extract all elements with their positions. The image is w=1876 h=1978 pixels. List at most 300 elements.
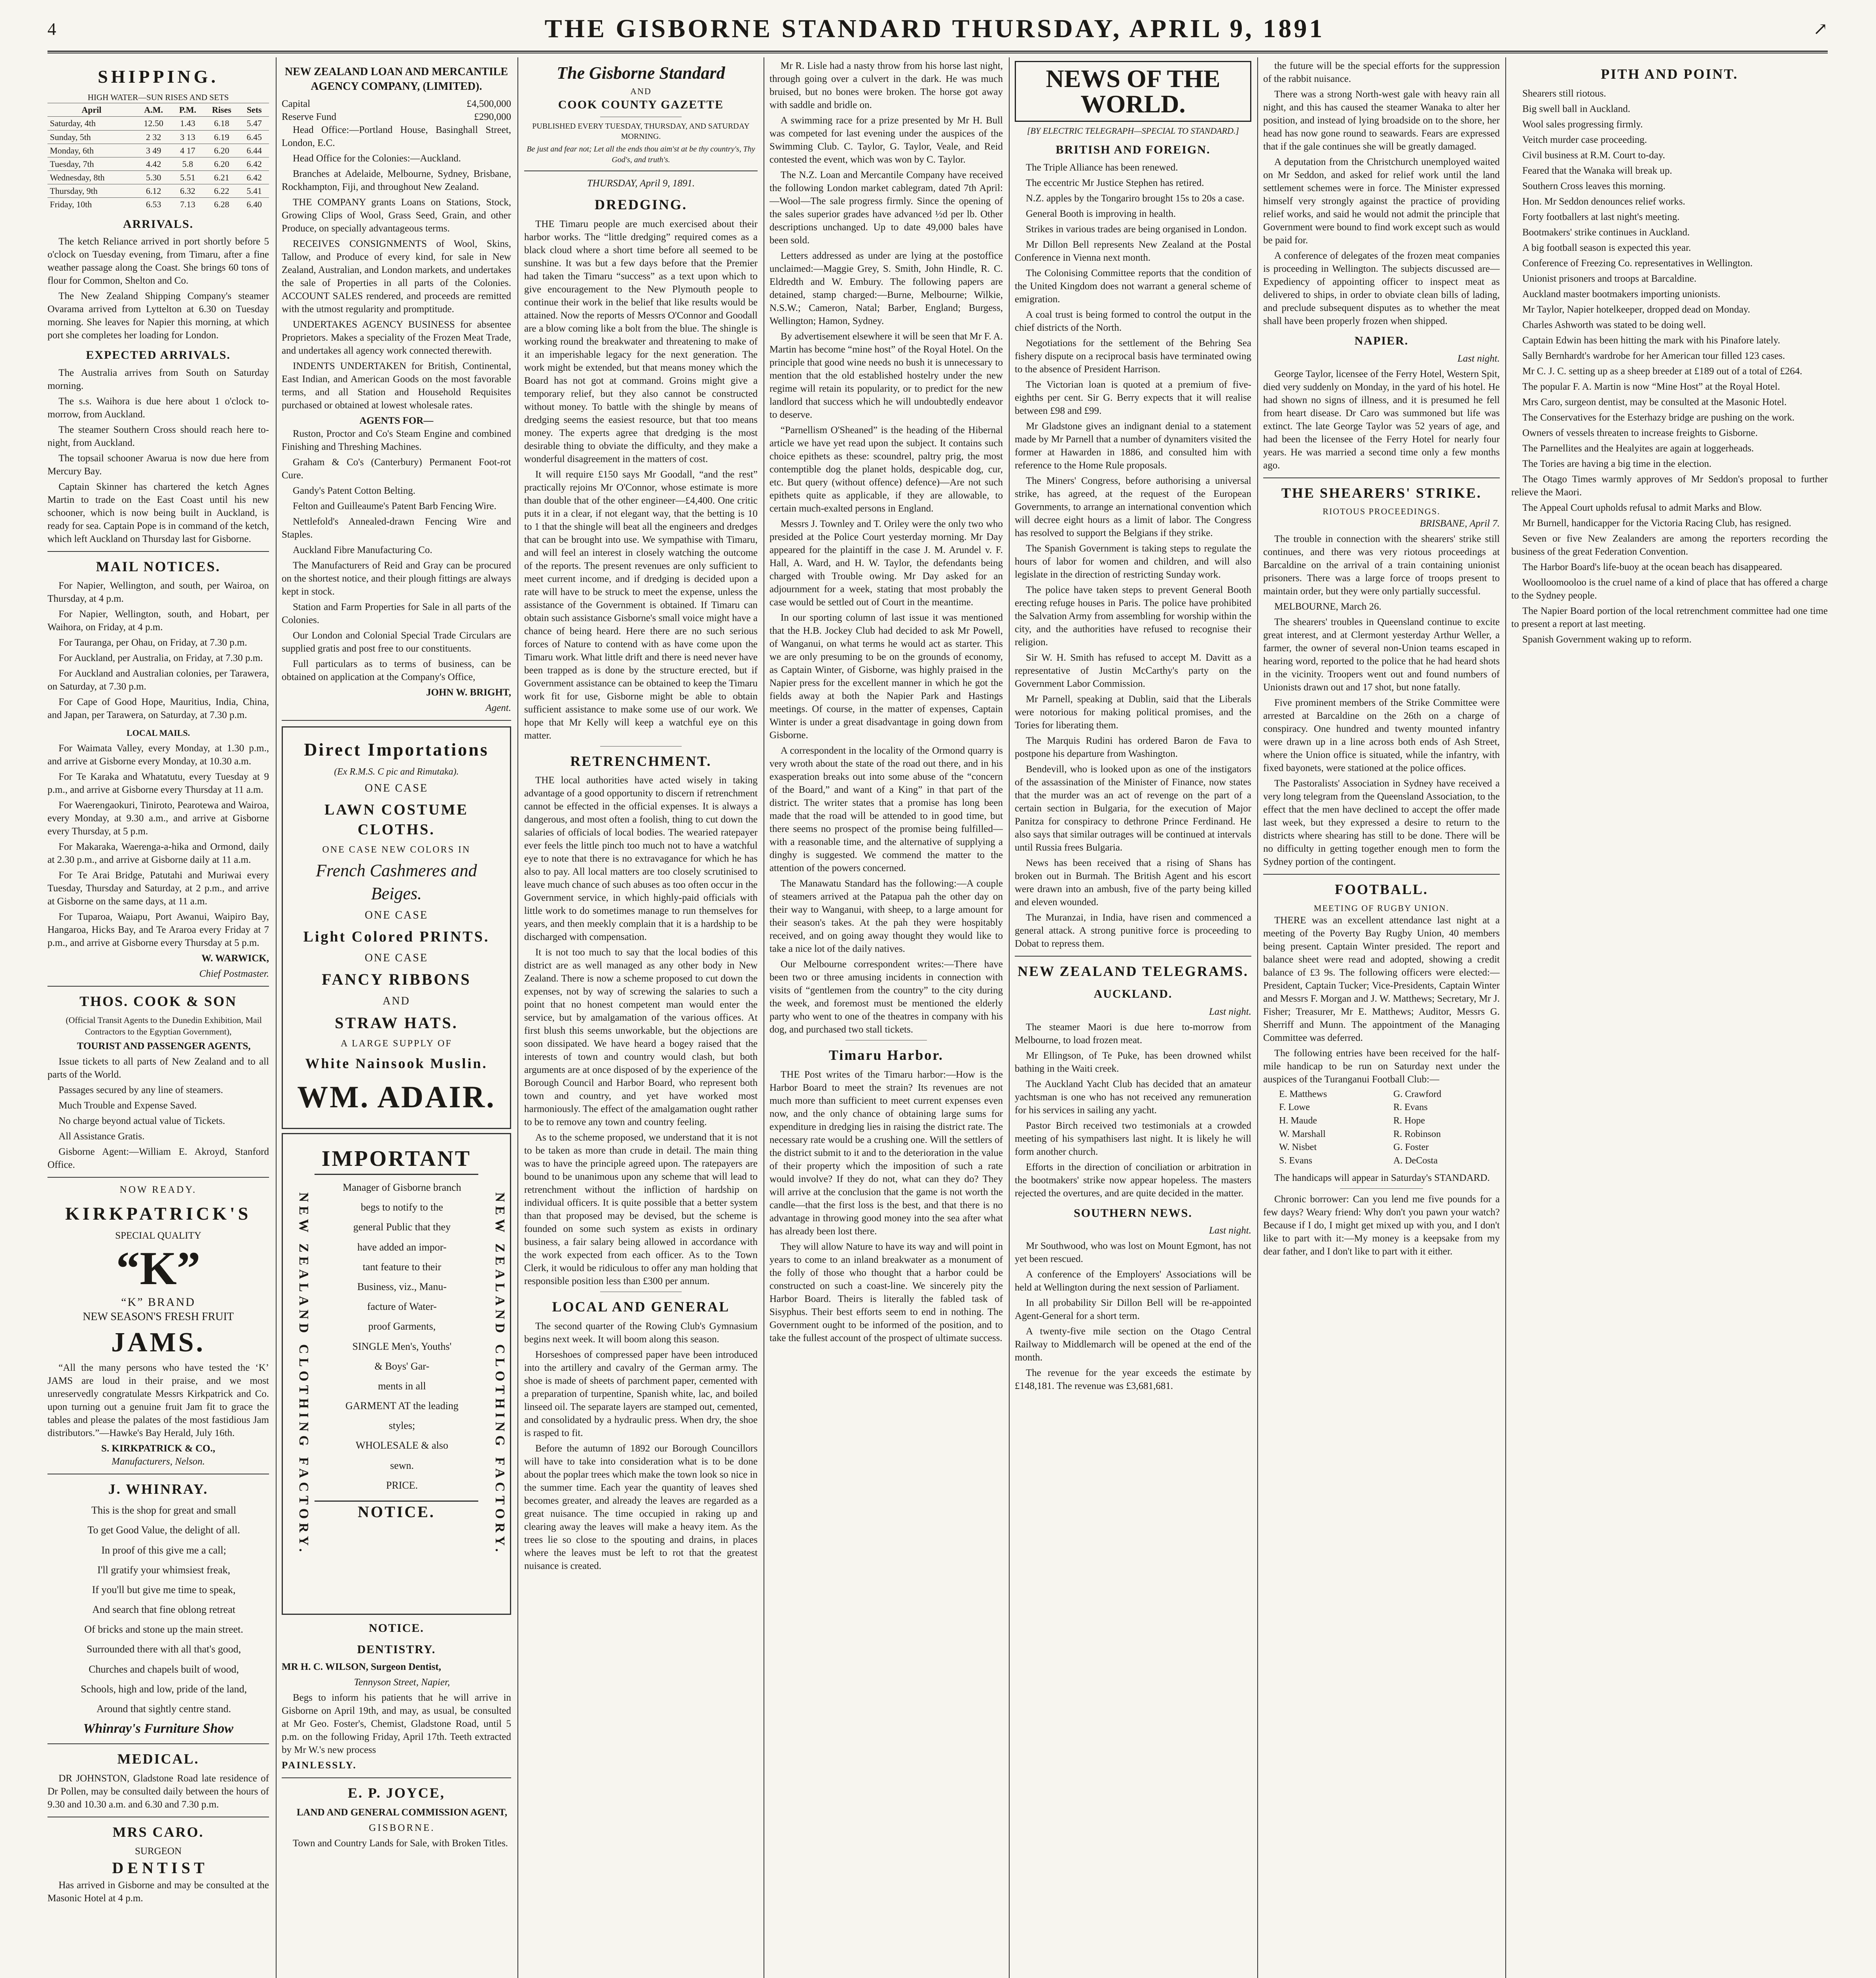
southern-items (1015, 1239, 1251, 1393)
one-case: ONE CASE (364, 909, 428, 922)
paragraph: The Napier Board portion of the local retrenchment committee had one time to present a report at last meeting. (1511, 605, 1828, 629)
expected-arrivals-list (47, 366, 269, 546)
adair-advert (282, 726, 511, 1129)
paragraph: & Boys' Gar- (374, 1360, 430, 1372)
tide-cell: 3 49 (136, 144, 172, 157)
paragraph: general Public that they (353, 1221, 451, 1233)
paragraph: Bootmakers' strike continues in Auckland. (1522, 227, 1690, 238)
important-side-right: NEW ZEALAND CLOTHING FACTORY. (493, 1192, 507, 1556)
paragraph: For Waimata Valley, every Monday, at 1.30 p.m., and arrive at Gisborne every Monday, at 10.30 a.m. (47, 743, 269, 767)
paragraph: There was a strong North-west gale with heavy rain all night, and this has caused the steamer Wanaka to alter her position, and instead of lying broadside on to the shore, her head has now gone round to seawards. Fears are expressed that if the gale continues she will be greatly damaged. (1263, 89, 1500, 152)
paragraph: Civil business at R.M. Court to-day. (1522, 150, 1665, 161)
light-prints: Light Colored PRINTS. (303, 928, 490, 945)
tide-column-header: Sets (239, 103, 269, 117)
paragraph: Mr Taylor, Napier hotelkeeper, dropped dead on Monday. (1522, 304, 1750, 315)
paragraph: Mr Southwood, who was lost on Mount Egmont, has not yet been rescued. (1015, 1241, 1251, 1265)
tide-cell: 6.19 (204, 130, 239, 144)
tide-cell: 6.53 (136, 197, 172, 211)
paragraph: Manager of Gisborne branch (343, 1182, 461, 1194)
column-4 (769, 59, 1003, 1978)
paragraph: Hon. Mr Seddon denounces relief works. (1522, 196, 1685, 207)
paragraph: The Victorian loan is quoted at a premium of five-eighths per cent. Sir G. Berry expects that it will realise between £98 and £99. (1015, 379, 1251, 416)
paragraph: Bendevill, who is looked upon as one of the instigators of the assassination of the Minister of Finance, now states that the murder was an act of revenge on the part of a certain section in Bulgaria, for the execution of Major Panitza for conspiracy to dethrone Prince Ferdinand. He also says that similar outrages will be continued at intervals until Russia frees Bulgaria. (1015, 764, 1251, 853)
paragraph: The steamer Maori is due here to-morrow from Melbourne, to load frozen meat. (1015, 1021, 1251, 1046)
dredging-article (524, 218, 758, 742)
paragraph: Gandy's Patent Cotton Belting. (293, 485, 416, 496)
tide-column-header: April (47, 103, 136, 117)
paragraph: The Tories are having a big time in the election. (1522, 458, 1712, 469)
paragraph: SINGLE Men's, Youths' (352, 1340, 452, 1352)
paragraph: In our sporting column of last issue it was mentioned that the H.B. Jockey Club had decided to ask Mr Powell, of Wanganui, on what terms he would act as starter. This we are only presuming to be on the grounds of economy, as Captain Winter, of Gisborne, was highly praised in the Napier press for the excellent manner in which he got the fields away at both the Napier Park and Hastings meetings. Of course, in the matter of expenses, Captain Winter is under a great disadvantage in going down from Gisborne. (769, 612, 1003, 741)
large-supply: A LARGE SUPPLY OF (341, 1038, 452, 1049)
one-case: ONE CASE (364, 951, 428, 964)
nzloan-sign-title: Agent. (485, 702, 511, 713)
paragraph: The trouble in connection with the shearers' strike still continues, and there was very riotous proceedings at Barcaldine on the arrival of a train containing unionist prisoners. There was a large force of troops present to maintain order, but they were only partially successful. (1263, 534, 1500, 597)
paragraph: The New Zealand Shipping Company's steamer Ovarama arrived from Lyttelton at 6.30 on Tuesday morning. She leaves for Napier this morning, at which port she completes her loading for London. (47, 291, 269, 341)
strike-time: BRISBANE, April 7. (1419, 518, 1500, 529)
paragraph: Our Melbourne correspondent writes:—There have been two or three amusing incidents in connection with visits of “gentlemen from the country” to the city during the week, and foremost must be mentioned the elderly party who went to one of the theatres in company with his dog, and purchased two stall tickets. (769, 959, 1003, 1035)
paragraph: In all probability Sir Dillon Bell will be re-appointed Agent-General for a short term. (1015, 1298, 1251, 1322)
paragraph: Negotiations for the settlement of the Behring Sea fishery dispute on a reciprocal basis have terminated owing to the absence of President Harrison. (1015, 337, 1251, 375)
paragraph: The revenue for the year exceeds the estimate by £148,181. The revenue was £3,681,681. (1015, 1368, 1251, 1392)
tide-cell: 4.42 (136, 157, 172, 171)
column-rule (1257, 57, 1258, 1978)
paragraph: I'll gratify your whimsiest freak, (97, 1564, 231, 1576)
tide-cell: 6.28 (204, 197, 239, 211)
tide-table-header (47, 103, 269, 117)
paragraph: It is not too much to say that the local bodies of this district are as well managed as any other body in New Zealand. There is now a scheme proposed to cut down the expenses, not by way of screwing the salaries to such a point that no honest competent man would enter the service, but by amalgamation of the various offices. At first blush this seems unworkable, but the objections are soon dissipated. We have heard a bogey raised that the interests of town and country would clash, but both arguments are at once disposed of by the experience of the Borough Council and Harbor Board, who represent both town and country, and yet have worked most harmoniously. The effect of the amalgamation ought rather to be to remove any town and country feeling. (524, 947, 758, 1128)
paragraph: Mr R. Lisle had a nasty throw from his horse last night, through going over a culvert in the dark. He was much bruised, but no bones were broken. The horse got away with saddle and bridle on. (769, 61, 1003, 110)
paragraph: For Waerengaokuri, Tiniroto, Pearotewa and Wairoa, every Monday, at 9.30 a.m., and arrive at Gisborne every Thursday, at 5 p.m. (47, 800, 269, 837)
tide-cell: Monday, 6th (47, 144, 136, 157)
paragraph: The Australia arrives from South on Saturday morning. (47, 367, 269, 391)
tide-table (47, 103, 269, 210)
local-general-continued (769, 59, 1003, 1036)
paragraph: “Parnellism O'Sheaned” is the heading of the Hibernal article we have yet read upon the subject. It contains such choice epithets as these: scoundrel, paltry prig, the most contemptible dog the planet holds, despicable dog, cur, etc. But query (without offence) defence)—Are not such epithets quite as applicable, if they are allowable, to certain much-exalted persons in England. (769, 425, 1003, 514)
tide-row (47, 144, 269, 157)
paragraph: G. Crawford (1393, 1089, 1442, 1099)
dentistry-notice: NOTICE. (369, 1622, 424, 1635)
paragraph: proof Garments, (368, 1321, 436, 1332)
column-6 (1263, 59, 1500, 1978)
paragraph: Passages secured by any line of steamers. (59, 1085, 223, 1095)
local-mail-list (47, 742, 269, 949)
nzloan-paras (282, 196, 511, 412)
cook-heading: THOS. COOK & SON (79, 993, 237, 1010)
white-muslin: White Nainsook Muslin. (305, 1055, 488, 1071)
paragraph: sewn. (390, 1459, 414, 1471)
retrenchment-article (524, 774, 758, 1288)
tide-cell: 5.8 (172, 157, 204, 171)
tide-cell: Wednesday, 8th (47, 171, 136, 184)
paragraph: Gisborne Agent:—William E. Akroyd, Stanford Office. (47, 1146, 269, 1170)
dentist-text: Begs to inform his patients that he will arrive in Gisborne on April 19th, and may, as usual, be consulted at Mr Geo. Foster's, Chemist, Gladstone Road, until 5 p.m. on the following Friday, April 17th. Teeth extracted by Mr W.'s new process (282, 1692, 511, 1756)
paragraph: The s.s. Waihora is due here about 1 o'clock to-morrow, from Auckland. (47, 396, 269, 420)
published-line: PUBLISHED EVERY TUESDAY, THURSDAY, AND SATURDAY MORNING. (532, 121, 750, 141)
caro-text: Has arrived in Gisborne and may be consulted at the Masonic Hotel at 4 p.m. (47, 1879, 269, 1904)
news-of-the-world-title: NEWS OF THE WORLD. (1015, 61, 1251, 122)
paragraph: Issue tickets to all parts of New Zealand and to all parts of the World. (47, 1056, 269, 1080)
paragraph: Spanish Government waking up to reform. (1522, 634, 1692, 645)
southern-news-heading: SOUTHERN NEWS. (1074, 1206, 1192, 1220)
pith-point-heading: PITH AND POINT. (1601, 66, 1738, 82)
paragraph: RECEIVES CONSIGNMENTS of Wool, Skins, Tallow, and Produce of every kind, for sale in New Zealand, Australian, and London markets, and undertakes the sale of Properties in all parts of the Colonies. ACCOUNT SALES rendered, and proceeds are remitted with the utmost regularity and promptitude. (282, 238, 511, 315)
team-note: The handicaps will appear in Saturday's STANDARD. (1274, 1172, 1490, 1183)
paragraph: UNDERTAKES AGENCY BUSINESS for absentee Proprietors. Makes a speciality of the Frozen Meat Trade, and undertakes all agency work connected therewith. (282, 319, 511, 356)
nzloan-signature: JOHN W. BRIGHT, (426, 687, 511, 698)
paragraph: W. Marshall (1279, 1129, 1326, 1139)
paragraph: For Tuparoa, Waiapu, Port Awanui, Waipiro Bay, Hangaroa, Hicks Bay, and Te Araroa every Friday at 7 p.m., and arrive at Gisborne every Thursday at 5 p.m. (47, 911, 269, 949)
dredging-heading: DREDGING. (594, 197, 688, 213)
tide-row (47, 130, 269, 144)
paragraph: Full particulars as to terms of business, can be obtained on application at the Company's Office, (282, 658, 511, 682)
paragraph: G. Foster (1393, 1142, 1429, 1153)
important-heading: IMPORTANT (315, 1144, 478, 1175)
paragraph: The N.Z. Loan and Mercantile Company have received the following London market cablegram, dated 7th April:—Wool—The sale progress firmly. Since the opening of the sales superior grades have advanced ½d per lb. Other descriptions unchanged. Up to date 49,000 bales have been sold. (769, 170, 1003, 246)
paragraph: Seven or five New Zealanders are among the reporters recording the business of the great Federation Convention. (1511, 533, 1828, 557)
arrivals-list (47, 235, 269, 342)
paragraph: THE Timaru people are much exercised about their harbor works. The “little dredging” required comes as a black cloud where a short time before all seemed to be sunshine. It was but a few days before that the Premier had taken the Timaru “success” as a text upon which to give encouragement to the New Plymouth people to continue their work in the belief that like results would be attained. Now the reports of Messrs O'Connor and Goodall are a blow coming like a bolt from the blue. The shingle is working round the breakwater and threatening to make of it an imperishable legacy for the next generation. The work might be extended, but that means money which the Board has not got at command. Groins might give a temporary relief, but they also cannot be constructed without money. To battle with the shingle by means of dredging seems the easiest resource, but that too means money. The experts agree that dredging is the most desirable thing to obviate the difficulty, and they make a wonderful disagreement in the matters of cost. (524, 218, 758, 464)
paragraph: Auckland Fibre Manufacturing Co. (293, 544, 432, 555)
paragraph: THE Post writes of the Timaru harbor:—How is the Harbor Board to meet the strain? Its revenues are not much more than sufficient to meet current expenses even now, and the only chance of obtaining large sums for expenditure in dredging lies in raising the district rate. The necessary rate would be a crushing one. Will the settlers of the district submit to it and to the deterioration in the value of their property which the imposition of such a rate would involve? If they do not, what can they do? They will arrive at the conclusion that the game is not worth the candle—that the first loss is the best, and that there is no advantage in throwing good money into the sea after what has already been lost there. (769, 1069, 1003, 1237)
capital-value: £4,500,000 (466, 98, 511, 109)
strike-heading: THE SHEARERS' STRIKE. (1281, 485, 1482, 501)
capital-label: Capital (282, 98, 311, 109)
straw-hats: STRAW HATS. (335, 1014, 458, 1032)
football-items (1263, 914, 1500, 1086)
nz-telegrams-heading: NEW ZEALAND TELEGRAMS. (1018, 963, 1249, 979)
retrenchment-heading: RETRENCHMENT. (570, 753, 712, 769)
paragraph: Pastor Birch received two testimonials at a crowded meeting of his sympathisers last night. It is likely he will form another church. (1015, 1120, 1251, 1157)
paragraph: The Manawatu Standard has the following:—A couple of steamers arrived at the Patapua pah the other day on their way to Wanganui, with sheep, to a large amount for their season's takes. At the pah they were hospitably received, and on going away thought they would like to take a nice lot of the daily natives. (769, 878, 1003, 954)
kirkpatrick-heading: KIRKPATRICK'S (65, 1203, 252, 1224)
running-title: THE GISBORNE STANDARD THURSDAY, APRIL 9, 1891 (544, 14, 1325, 43)
paragraph: R. Hope (1393, 1116, 1425, 1126)
british-foreign-heading: BRITISH AND FOREIGN. (1055, 143, 1211, 157)
tide-cell: 6.20 (204, 144, 239, 157)
paragraph: Mrs Caro, surgeon dentist, may be consulted at the Masonic Hotel. (1522, 396, 1787, 407)
local-general-heading: LOCAL AND GENERAL (552, 1299, 730, 1315)
tide-cell: 6.12 (136, 184, 172, 197)
shipping-heading: SHIPPING. (98, 66, 219, 87)
direct-importations: Direct Importations (304, 739, 489, 760)
caro-dentist: D E N T I S T (112, 1859, 205, 1877)
paragraph: Letters addressed as under are lying at the postoffice unclaimed:—Maggie Grey, S. Smith, John Hindle, R. C. Eldredth and W. Embury. The following papers are detained, stamp charged:—Burne, Melbourne; Wilkie, N.S.W.; Cameron, Natal; Barber, England; Burgess, Wellington; Hamon, Sydney. (769, 250, 1003, 326)
paragraph: A twenty-five mile section on the Otago Central Railway to Middlemarch will be opened at the end of the month. (1015, 1326, 1251, 1363)
joyce-sub: LAND AND GENERAL COMMISSION AGENT, (296, 1807, 508, 1818)
tide-cell: 6.44 (239, 144, 269, 157)
paragraph: Surrounded there with all that's good, (86, 1643, 241, 1655)
paragraph: For Te Karaka and Whatatutu, every Tuesday at 9 p.m., and arrive at Gisborne every Thursday at 11 a.m. (47, 771, 269, 796)
column-3 (524, 59, 758, 1978)
paragraph: For Tauranga, per Ohau, on Friday, at 7.30 p.m. (59, 637, 247, 648)
important-notice: NOTICE. (315, 1501, 478, 1523)
paragraph: The Auckland Yacht Club has decided that an amateur yachtsman is one who has not received any remuneration for his services in sailing any yacht. (1015, 1078, 1251, 1116)
tide-cell: 5.30 (136, 171, 172, 184)
paragraph: THERE was an excellent attendance last night at a meeting of the Poverty Bay Rugby Union, 40 members being present. Captain Winter presided. The report and balance sheet were read and adopted, showing a credit balance of £3 9s. The following officers were elected:—President, Captain Tucker; Vice-Presidents, Captain Winter and Messrs F. Morgan and J. W. Matthews; Secretary, Mr J. Fisher; Treasurer, Mr E. Matthews; Auditor, Messrs G. Sherriff and Munn. The appointment of the Managing Committee was deferred. (1263, 915, 1500, 1043)
paragraph: Unionist prisoners and troops at Barcaldine. (1522, 273, 1697, 284)
paragraph: Sally Bernhardt's wardrobe for her American tour filled 123 cases. (1522, 350, 1785, 361)
cook-lines (47, 1055, 269, 1171)
paragraph: Around that sightly centre stand. (96, 1703, 231, 1715)
paragraph: As to the scheme proposed, we understand that it is not to be taken as more than crude in detail. The main thing was to have the principle agreed upon. The ratepayers are bound to be unanimous upon any scheme that will lead to retrenchment without the infliction of hardship on individual officers. It is quite possible that a better system than that proposed may be devised, but the scheme is founded on some such system as exists in ordinary business, a fair salary being allowed in accordance with the work expected from each officer. As to the Town Clerk, it would be ridiculous to offer any man holding that responsible position less than £300 per annum. (524, 1132, 758, 1287)
paper-nameplate: The Gisborne Standard (557, 63, 725, 83)
paragraph: The ketch Reliance arrived in port shortly before 5 o'clock on Tuesday evening, from Timaru, after a fine weather passage along the Coast. She brings 60 tons of flour for Common, Shelton and Co. (47, 236, 269, 286)
paragraph: The Conservatives for the Esterhazy bridge are pushing on the work. (1522, 412, 1795, 423)
column-rule (276, 57, 277, 1978)
kirk-special: SPECIAL QUALITY (115, 1230, 201, 1241)
local-general-article (524, 1320, 758, 1573)
important-lines (315, 1179, 478, 1494)
column-rule (517, 57, 518, 1978)
paragraph: The Colonising Committee reports that the condition of the United Kingdom does not warrant a general scheme of emigration. (1015, 267, 1251, 305)
paragraph: Forty footballers at last night's meeting. (1522, 211, 1680, 222)
colonies-office: Head Office for the Colonies:—Auckland. (293, 153, 461, 164)
paragraph: E. Matthews (1279, 1089, 1327, 1099)
column-2 (282, 59, 511, 1978)
tide-cell: 6.32 (172, 184, 204, 197)
tide-cell: Friday, 10th (47, 197, 136, 211)
paragraph: Charles Ashworth was stated to be doing well. (1522, 319, 1706, 330)
timaru-heading: Timaru Harbor. (828, 1047, 944, 1063)
paragraph: George Taylor, licensee of the Ferry Hotel, Western Spit, died very suddenly on Monday, in the yard of his hotel. He had shown no signs of illness, and it is presumed he fell from heart disease. Dr Caro was summoned but life was extinct. The late George Taylor was 52 years of age, and had been the licensee of the Ferry Hotel for nearly four years. He was married a second time only a few months ago. (1263, 368, 1500, 471)
strike-items (1263, 532, 1500, 868)
kirk-brand: “K” BRAND (121, 1295, 195, 1309)
paragraph: The Marquis Rudini has ordered Baron de Fava to postpone his departure from Washington. (1015, 735, 1251, 759)
postmaster-signature: W. WARWICK, (201, 953, 269, 964)
page-corner-mark: ↗ (1813, 19, 1828, 39)
importation-ships: (Ex R.M.S. C pic and Rimutaka). (334, 766, 459, 777)
paragraph: R. Evans (1393, 1102, 1428, 1113)
paragraph: For Makaraka, Waerenga-a-hika and Ormond, daily at 2.30 p.m., and arrive at Gisborne daily at 11 a.m. (47, 841, 269, 866)
paragraph: PRICE. (386, 1479, 418, 1491)
reserve-row (282, 110, 511, 123)
paragraph: All Assistance Gratis. (59, 1131, 145, 1142)
important-side-left: NEW ZEALAND CLOTHING FACTORY. (296, 1192, 311, 1556)
medical-text: DR JOHNSTON, Gladstone Road late residence of Dr Pollen, may be consulted daily between the hours of 9.30 and 10.30 a.m. and 6.30 and 7.30 p.m. (47, 1773, 269, 1810)
tide-column-header: P.M. (172, 103, 204, 117)
paragraph: facture of Water- (367, 1301, 437, 1313)
napier-items (1263, 368, 1500, 472)
tide-row (47, 171, 269, 184)
cook-sub: (Official Transit Agents to the Dunedin Exhibition, Mail Contractors to the Egyptian Government), (66, 1015, 262, 1036)
tide-row (47, 117, 269, 130)
kirk-season: NEW SEASON'S FRESH FRUIT (83, 1311, 234, 1323)
tide-cell: 3 13 (172, 130, 204, 144)
kirk-place: Manufacturers, Nelson. (112, 1456, 205, 1467)
paragraph: The popular F. A. Martin is now “Mine Host” at the Royal Hotel. (1522, 381, 1780, 392)
paragraph: tant feature to their (362, 1261, 442, 1273)
paragraph: Mr Ellingson, of Te Puke, has been drowned whilst bathing in the Waiti creek. (1015, 1050, 1251, 1074)
paragraph: The Muranzai, in India, have risen and commenced a general attack. A strong punitive force is proceeding to Dobat to repress them. (1015, 912, 1251, 949)
mail-list (47, 579, 269, 722)
tide-column-header: A.M. (136, 103, 172, 117)
paragraph: No charge beyond actual value of Tickets. (59, 1116, 225, 1126)
paragraph: the future will be the special efforts for the suppression of the rabbit nuisance. (1263, 61, 1500, 84)
paragraph: THE COMPANY grants Loans on Stations, Stock, Growing Clips of Wool, Grass Seed, Grain, and other Produce, on specially advantageous terms. (282, 197, 511, 234)
postmaster-title: Chief Postmaster. (199, 968, 269, 980)
tide-table-body (47, 117, 269, 211)
paragraph: Business, viz., Manu- (357, 1281, 447, 1292)
chronic-borrower: Chronic borrower: Can you lend me five pounds for a few days? Weary friend: Why don't you pawn your watch? Because if I do, I might get mixed up with you, and I don't like to part with it:—My money is a keepsake from my dear father, and I don't like to part with it either. (1263, 1194, 1500, 1257)
running-header (47, 7, 1828, 52)
column-1 (47, 59, 269, 1978)
paragraph: Mr Burnell, handicapper for the Victoria Racing Club, has resigned. (1522, 517, 1791, 529)
tide-cell: 6.42 (239, 157, 269, 171)
tide-cell: Saturday, 4th (47, 117, 136, 130)
tide-row (47, 157, 269, 171)
paragraph: And search that fine oblong retreat (92, 1604, 235, 1616)
paragraph: Veitch murder case proceeding. (1522, 134, 1647, 145)
paragraph: Efforts in the direction of conciliation or arbitration in the bootmakers' strike now appear hopeless. The masters rejected the overtures, and are quite decided in the matter. (1015, 1161, 1251, 1199)
paragraph: Mr Dillon Bell represents New Zealand at the Postal Conference in Vienna next month. (1015, 239, 1251, 263)
paragraph: The Triple Alliance has been renewed. (1026, 162, 1178, 173)
paragraph: By advertisement elsewhere it will be seen that Mr F. A. Martin has become “mine host” of the Royal Hotel. On the principle that good wine needs no bush it is unnecessary to mention that the old established hostelry under the new regime will retain its popularity, or to predict for the new landlord that success which he will undoubtedly endeavor to deserve. (769, 331, 1003, 420)
kirk-quote: “All the many persons who have tested the ‘K’ JAMS are loud in their praise, and we most unreservedly congratulate Messrs Kirkpatrick and Co. upon turning out a genuine fruit Jam fit to grace the tables and please the palates of the most fastidious Jam distributors.”—Hawke's Bay Herald, July 16th. (47, 1362, 269, 1438)
paragraph: Graham & Co's (Canterbury) Permanent Foot-rot Cure. (282, 457, 511, 481)
joyce-text: Town and Country Lands for Sale, with Broken Titles. (293, 1838, 508, 1849)
important-advert (282, 1133, 511, 1615)
paragraph: Conference of Freezing Co. representatives in Wellington. (1522, 258, 1753, 269)
paragraph: THE local authorities have acted wisely in taking advantage of a good opportunity to discern if retrenchment cannot be effected in the official expenses. It is always a dangerous, and most often a foolish, thing to cut down the salaries of officials of local bodies. The wearied ratepayer ever feels the little pinch too much not to have a watchful eye to note that there is no extravagance for which he has also to pay. All local matters are too closely scrutinised to leave much chance of such abuses as too often occur in the Government service, in which highly-paid officials with little work to do sometimes manage to run themselves for years, and then meekly complain that it is a hardship to be discharged with compensation. (524, 775, 758, 943)
cook-tourist: TOURIST AND PASSENGER AGENTS, (77, 1041, 251, 1052)
tide-cell: 6.22 (204, 184, 239, 197)
paragraph: A coal trust is being formed to control the output in the chief districts of the North. (1015, 309, 1251, 333)
paragraph: Five prominent members of the Strike Committee were arrested at Barcaldine on the 26th on a charge of conspiracy. One hundred and twenty mounted infantry were drawn up in a line across both ends of Ash Street, where the Union office is situated, while the infantry, with fixed bayonets, were stationed at the police offices. (1263, 697, 1500, 774)
nameplate-sub: COOK COUNTY GAZETTE (558, 98, 724, 112)
branches: Branches at Adelaide, Melbourne, Sydney, Brisbane, Rockhampton, Fiji, and throughout New Zealand. (282, 168, 511, 192)
paragraph: Shearers still riotous. (1522, 88, 1606, 99)
tide-cell: 7.13 (172, 197, 204, 211)
fancy-ribbons: FANCY RIBBONS (322, 970, 471, 989)
local-mails-heading: LOCAL MAILS. (126, 728, 190, 738)
paragraph: Mr Gladstone gives an indignant denial to a statement made by Mr Parnell that a number of dynamiters visited the former at Hawarden in 1886, and consulted him with reference to the Home Rule proposals. (1015, 421, 1251, 471)
pith-point-items (1511, 87, 1828, 646)
football-sub: MEETING OF RUGBY UNION. (1313, 903, 1450, 913)
head-office: Head Office:—Portland House, Basinghall Street, London, E.C. (282, 124, 511, 148)
paragraph: Station and Farm Properties for Sale in all parts of the Colonies. (282, 601, 511, 625)
tide-cell: Thursday, 9th (47, 184, 136, 197)
paragraph: The following entries have been received for the half-mile handicap to be run on Saturday next under the auspices of the Turanganui Football Club:— (1263, 1048, 1500, 1085)
paragraph: W. Nisbet (1279, 1142, 1317, 1153)
paragraph: For Auckland and Australian colonies, per Tarawera, on Saturday, at 7.30 p.m. (47, 668, 269, 692)
paragraph: The Manufacturers of Reid and Gray can be procured on the shortest notice, and their plough fittings are always kept in stock. (282, 560, 511, 597)
agents-heading: AGENTS FOR— (359, 415, 434, 426)
column-7 (1511, 59, 1828, 1978)
paragraph: R. Robinson (1393, 1129, 1441, 1139)
column-rule (1505, 57, 1506, 1978)
paragraph: For Napier, Wellington, and south, per Wairoa, on Thursday, at 4 p.m. (47, 580, 269, 604)
one-case: ONE CASE (364, 782, 428, 795)
joyce-heading: E. P. JOYCE, (348, 1785, 445, 1801)
column-rule (1009, 57, 1010, 1978)
lawn-cloths: LAWN COSTUME CLOTHS. (324, 801, 468, 838)
timaru-article (769, 1068, 1003, 1345)
paragraph: Churches and chapels built of wood, (89, 1663, 239, 1675)
paragraph: The Spanish Government is taking steps to regulate the hours of labor for women and children, and will also legislate in the direction of restricting Sunday work. (1015, 543, 1251, 580)
paragraph: A conference of delegates of the frozen meat companies is proceeding in Wellington. The subjects discussed are—Expediency of appointing officer to inspect meat as delivered to ships, in order to obviate clean bills of lading, and preclude subsequent disputes as to whether the meat shall have been properly frozen when shipped. (1263, 250, 1500, 326)
arrivals-heading: ARRIVALS. (123, 217, 194, 231)
tide-column-header: Rises (204, 103, 239, 117)
tide-cell: Tuesday, 7th (47, 157, 136, 171)
paragraph: WHOLESALE & also (356, 1440, 448, 1451)
paragraph: For Te Arai Bridge, Patutahi and Muriwai every Tuesday, Thursday and Saturday, at 2 p.m., and arrive at Gisborne on the same days, at 11 a.m. (47, 870, 269, 907)
paragraph: They will allow Nature to have its way and will point in years to come to an inland breakwater as a monument of the folly of those who thought that a harbor could be constructed on such a coast-line. We sincerely pity the Harbor Board. Theirs is literally the fabled task of Sisyphus. Their best efforts seem to end in nothing. The Government ought to be informed of the position, and to take the fullest account of the prospect of ultimate success. (769, 1241, 1003, 1343)
paragraph: For Napier, Wellington, south, and Hobart, per Waihora, on Friday, at 4 p.m. (47, 609, 269, 633)
paragraph: Horseshoes of compressed paper have been introduced into the artillery and cavalry of the German army. The shoe is made of sheets of parchment paper, cemented with a preparation of turpentine, Spanish white, lac, and boiled linseed oil. The separate layers are stamped out, cemented, and consolidated by a hydraulic press. When dry, the shoe is rasped to fit. (524, 1349, 758, 1438)
new-colors: ONE CASE NEW COLORS IN (322, 844, 471, 855)
kirk-k: “K” (116, 1241, 201, 1294)
paragraph: The Harbor Board's life-buoy at the ocean beach has disappeared. (1522, 561, 1783, 572)
column-5 (1015, 59, 1251, 1978)
paragraph: F. Lowe (1279, 1102, 1310, 1113)
tide-cell: 6.18 (204, 117, 239, 130)
paragraph: ments in all (378, 1380, 426, 1392)
paragraph: Our London and Colonial Special Trade Circulars are supplied gratis and post free to our constituents. (282, 630, 511, 654)
mail-notices-heading: MAIL NOTICES. (96, 558, 221, 574)
southern-time: Last night. (1209, 1225, 1251, 1236)
auckland-items (1015, 1021, 1251, 1200)
paragraph: begs to notify to the (361, 1201, 443, 1213)
paragraph: For Cape of Good Hope, Mauritius, India, China, and Japan, per Tarawera, on Saturday, at 7.30 p.m. (47, 697, 269, 721)
paragraph: Strikes in various trades are being organised in London. (1026, 224, 1247, 235)
paragraph: The Parnellites and the Healyites are again at loggerheads. (1522, 443, 1754, 454)
paragraph: A. DeCosta (1393, 1156, 1438, 1166)
paragraph: A conference of the Employers' Associations will be held at Wellington during the next session of Parliament. (1015, 1269, 1251, 1293)
paragraph: styles; (388, 1420, 415, 1432)
paragraph: The topsail schooner Awarua is now due here from Mercury Bay. (47, 453, 269, 477)
telegrams-continued (1263, 59, 1500, 328)
paragraph: GARMENT AT the leading (345, 1400, 459, 1412)
napier-time: Last night. (1457, 353, 1500, 364)
tide-cell: 6.20 (204, 157, 239, 171)
caro-heading: MRS CARO. (112, 1824, 204, 1840)
reserve-label: Reserve Fund (282, 111, 337, 122)
dentist-painless: PAINLESSLY. (282, 1760, 357, 1771)
tide-cell: Sunday, 5th (47, 130, 136, 144)
tide-cell: 6.21 (204, 171, 239, 184)
paragraph: General Booth is improving in health. (1026, 208, 1176, 219)
tide-heading: HIGH WATER—SUN RISES AND SETS (87, 92, 229, 102)
paragraph: Captain Edwin has been hitting the mark with his Pinafore lately. (1522, 335, 1780, 346)
tide-cell: 6.42 (239, 171, 269, 184)
paragraph: If you'll but give me time to speak, (92, 1584, 236, 1595)
dentist-address: Tennyson Street, Napier, (354, 1677, 450, 1688)
news-sub: [BY ELECTRIC TELEGRAPH—SPECIAL TO STANDARD.] (1027, 126, 1239, 136)
paragraph: It will require £150 says Mr Goodall, “and the rest” practically rejoins Mr O'Connor, whose estimate is more than double that of the other engineer—£4,400. One critic puts it in a clear, if not elegant way, that the betting is 10 to 1 that the shingle will beat all the engineers and dredges that can be brought into use. We sympathise with Timaru, and will feel an interest in closely watching the outcome of the reports. The present revenues are only sufficient to meet current income, and if dredging is decided upon a rate will have to be struck to meet the expense, unless the assistance of the Government is obtained. If Timaru can obtain such assistance Gisborne's small voice might have a chance of being heard. Here there are no such serious forces of Nature to contend with as have come upon the Timaru work. What little drift and there is need never have been trapped as is done by the structure erected, but if Government assistance can be obtained to keep the Timaru work fit for use, Gisborne might be able to obtain sufficient assistance to make some use of our work. We hope that Mr Kelly will keep a watchful eye on this matter. (524, 469, 758, 741)
tide-row (47, 184, 269, 197)
paragraph: Auckland master bootmakers importing unionists. (1522, 288, 1721, 299)
paragraph: INDENTS UNDERTAKEN for British, Continental, East Indian, and American Goods on the most favorable terms, and all Station and Household Requisites purchased or obtained at lowest wholesale rates. (282, 360, 511, 411)
issue-date: THURSDAY, April 9, 1891. (587, 178, 695, 189)
kirk-jams: JAMS. (111, 1327, 206, 1358)
motto: Be just and fear not; Let all the ends thou aim'st at be thy country's, Thy God's, and truth's. (527, 145, 755, 164)
paragraph: Mr C. J. C. setting up as a sheep breeder at £189 out of a total of £264. (1522, 366, 1802, 377)
paragraph: Sir W. H. Smith has refused to accept M. Davitt as a representative of Justin McCarthy's party on the Government Labor Commission. (1015, 652, 1251, 689)
paragraph: News has been received that a rising of Shans has broken out in Burmah. The British Agent and his escort were drawn into an ambush, five of the party being killed and eleven wounded. (1015, 857, 1251, 908)
whinray-verse (47, 1502, 269, 1718)
paragraph: Before the autumn of 1892 our Borough Councillors will have to take into consideration what is to be done about the poplar trees which make the town look so nice in the summer time. Each year the quantity of leaves shed becomes greater, and already the leaves are regarded as a great nuisance. The time occupied in raking up and clearing away the leaves will make a heavy item. As the trees lie so close to the spouting and drains, in places where the leaves must be left to rot that the greatest nuisance is created. (524, 1443, 758, 1571)
nzloan-more (282, 559, 511, 684)
paragraph: Mr Parnell, speaking at Dublin, said that the Liberals were notorious for making political promises, and the Tories for liberating them. (1015, 693, 1251, 731)
paragraph: Woolloomooloo is the cruel name of a kind of place that has offered a charge to the Sydney people. (1511, 577, 1828, 601)
paragraph: A deputation from the Christchurch unemployed waited on Mr Seddon, and asked for relief work until the land settlement schemes were in force. The Minister expressed himself very strongly against the practice of providing relief works, and said he would not admit the principle that Government were bound to find work except such as would be paid for. (1263, 157, 1500, 246)
page-number-left: 4 (47, 19, 56, 39)
paragraph: Felton and Guilleaume's Patent Barb Fencing Wire. (293, 500, 496, 512)
paragraph: The Pastoralists' Association in Sydney have received a very long telegram from the Queensland Association, to the effect that the men have declined to accept the offer made last week, but they expressed a desire to return to the districts where shearing has still to be done. There will be no difficulty in getting together enough men to form the Sydney portion of the contingent. (1263, 778, 1500, 868)
paragraph: The eccentric Mr Justice Stephen has retired. (1026, 177, 1204, 188)
dentistry-heading: DENTISTRY. (357, 1643, 436, 1656)
